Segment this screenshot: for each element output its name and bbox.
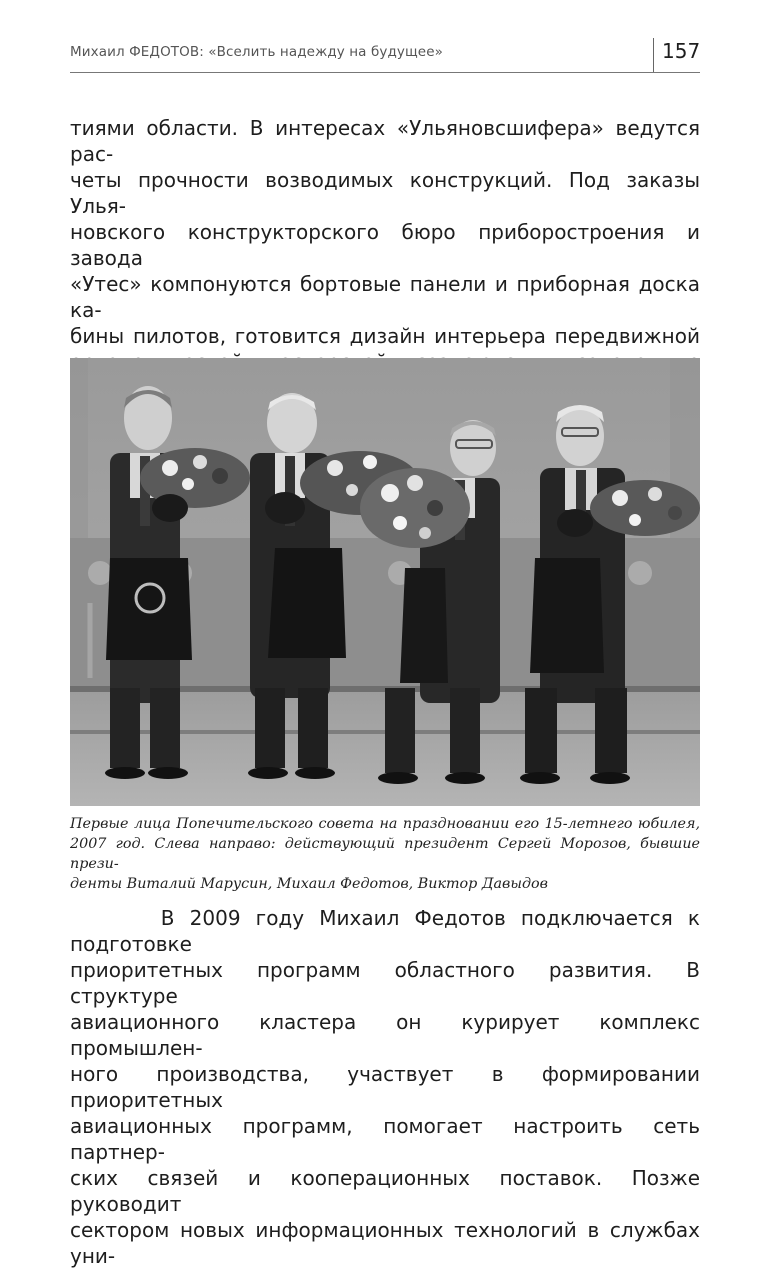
text-line: бины пилотов, готовится дизайн интерьера передвижной bbox=[70, 324, 700, 348]
page-number: 157 bbox=[662, 39, 701, 63]
text-line: авиационных программ, помогает настроить сеть партнер- bbox=[70, 1114, 700, 1164]
text-line: «Утес» компонуются бортовые панели и приборная доска ка- bbox=[70, 272, 700, 322]
group-photo bbox=[70, 358, 700, 806]
caption-line: 2007 год. Слева направо: действующий президент Сергей Морозов, бывшие прези- bbox=[70, 836, 700, 872]
text-line: ских связей и кооперационных поставок. Позже руководит bbox=[70, 1166, 700, 1216]
photo-illustration bbox=[70, 358, 700, 806]
text-line: приоритетных программ областного развития. В структуре bbox=[70, 958, 700, 1008]
paragraph-bottom bbox=[70, 905, 700, 1269]
text-line: новского конструкторского бюро приборостроения и завода bbox=[70, 220, 700, 270]
text-line: сектором новых информационных технологий в службах уни- bbox=[70, 1218, 700, 1268]
header-divider bbox=[653, 38, 654, 72]
running-header bbox=[70, 38, 700, 73]
text-line: четы прочности возводимых конструкций. Под заказы Улья- bbox=[70, 168, 700, 218]
text-line: тиями области. В интересах «Ульяновсшифера» ведутся рас- bbox=[70, 116, 700, 166]
photo-caption bbox=[70, 814, 700, 894]
text-line: авиационного кластера он курирует комплекс промышлен- bbox=[70, 1010, 700, 1060]
text-line: В 2009 году Михаил Федотов подключается к подготовке bbox=[70, 906, 700, 956]
caption-line: денты Виталий Марусин, Михаил Федотов, Виктор Давыдов bbox=[70, 876, 548, 892]
text-line: ного производства, участвует в формировании приоритетных bbox=[70, 1062, 700, 1112]
caption-line: Первые лица Попечительского совета на праздновании его 15-летнего юбилея, bbox=[70, 816, 700, 832]
running-header-title: Михаил ФЕДОТОВ: «Вселить надежду на будущее» bbox=[70, 44, 443, 60]
